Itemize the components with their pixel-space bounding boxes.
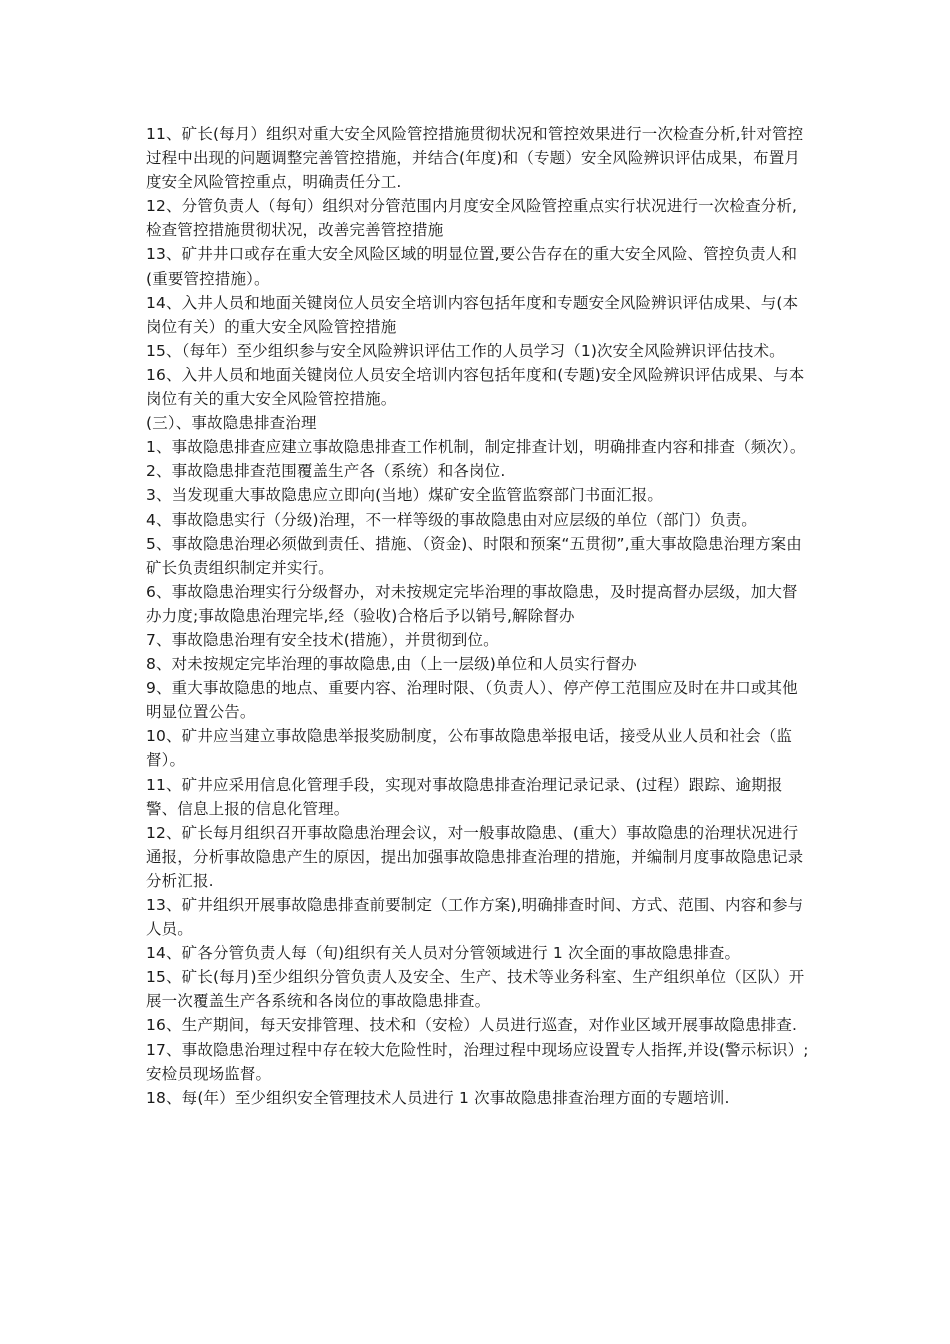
- paragraph-hazard-5: 5、事故隐患治理必须做到责任、措施、（资金)、时限和预案“五贯彻”,重大事故隐患治理方案由矿长负责组织制定并实行。: [146, 534, 802, 577]
- paragraph-hazard-13: 13、矿井组织开展事故隐患排查前要制定（工作方案),明确排查时间、方式、范围、内容和参与人员。: [146, 896, 804, 939]
- paragraph-hazard-1: 1、事故隐患排查应建立事故隐患排查工作机制，制定排查计划，明确排查内容和排查（频次）。: [146, 438, 806, 457]
- paragraph-risk-12: 12、分管负责人（每旬）组织对分管范围内月度安全风险管控重点实行状况进行一次检查分析,检查管控措施贯彻状况，改善完善管控措施: [146, 197, 798, 240]
- paragraph-hazard-17: 17、事故隐患治理过程中存在较大危险性时，治理过程中现场应设置专人指挥,并设(警示标识）;安检员现场监督。: [146, 1040, 809, 1083]
- paragraph-hazard-7: 7、事故隐患治理有安全技术(措施），并贯彻到位。: [146, 630, 499, 649]
- paragraph-hazard-3: 3、当发现重大事故隐患应立即向(当地）煤矿安全监管监察部门书面汇报。: [146, 486, 664, 505]
- document-body: [146, 122, 810, 1110]
- paragraph-hazard-15: 15、矿长(每月)至少组织分管负责人及安全、生产、技术等业务科室、生产组织单位（区队）开展一次覆盖生产各系统和各岗位的事故隐患排查。: [146, 968, 805, 1011]
- paragraph-hazard-18: 18、每(年）至少组织安全管理技术人员进行 1 次事故隐患排查治理方面的专题培训.: [146, 1088, 730, 1107]
- paragraph-risk-14: 14、入井人员和地面关键岗位人员安全培训内容包括年度和专题安全风险辨识评估成果、与(本岗位有关）的重大安全风险管控措施: [146, 293, 799, 336]
- paragraph-risk-15: 15、（每年）至少组织参与安全风险辨识评估工作的人员学习（1)次安全风险辨识评估技术。: [146, 341, 785, 360]
- paragraph-hazard-2: 2、事故隐患排查范围覆盖生产各（系统）和各岗位.: [146, 462, 506, 481]
- paragraph-hazard-14: 14、矿各分管负责人每（旬)组织有关人员对分管领域进行 1 次全面的事故隐患排查。: [146, 944, 741, 963]
- paragraph-risk-11: 11、矿长(每月）组织对重大安全风险管控措施贯彻状况和管控效果进行一次检查分析,针对管控过程中出现的问题调整完善管控措施，并结合(年度)和（专题）安全风险辨识评估成果，布置月度安全风险管控重点，明确责任分工.: [146, 125, 804, 192]
- section-heading-hazard-investigation: (三）、事故隐患排查治理: [146, 414, 317, 433]
- paragraph-hazard-11: 11、矿井应采用信息化管理手段，实现对事故隐患排查治理记录记录、(过程）跟踪、逾期报警、信息上报的信息化管理。: [146, 775, 783, 818]
- paragraph-hazard-12: 12、矿长每月组织召开事故隐患治理会议，对一般事故隐患、(重大）事故隐患的治理状况进行通报，分析事故隐患产生的原因，提出加强事故隐患排查治理的措施，并编制月度事故隐患记录分析汇报.: [146, 823, 804, 890]
- paragraph-hazard-16: 16、生产期间，每天安排管理、技术和（安检）人员进行巡查，对作业区域开展事故隐患排查.: [146, 1016, 798, 1035]
- paragraph-hazard-4: 4、事故隐患实行（分级)治理，不一样等级的事故隐患由对应层级的单位（部门）负责。: [146, 510, 757, 529]
- paragraph-risk-13: 13、矿井井口或存在重大安全风险区域的明显位置,要公告存在的重大安全风险、管控负责人和(重要管控措施）。: [146, 245, 798, 288]
- paragraph-hazard-10: 10、矿井应当建立事故隐患举报奖励制度，公布事故隐患举报电话，接受从业人员和社会（监督）。: [146, 727, 793, 770]
- paragraph-risk-16: 16、入井人员和地面关键岗位人员安全培训内容包括年度和(专题)安全风险辨识评估成果、与本岗位有关的重大安全风险管控措施。: [146, 365, 805, 409]
- paragraph-hazard-8: 8、对未按规定完毕治理的事故隐患,由（上一层级)单位和人员实行督办: [146, 655, 637, 674]
- paragraph-hazard-9: 9、重大事故隐患的地点、重要内容、治理时限、（负责人）、停产停工范围应及时在井口或其他明显位置公告。: [146, 679, 798, 722]
- paragraph-hazard-6: 6、事故隐患治理实行分级督办，对未按规定完毕治理的事故隐患，及时提高督办层级，加大督办力度;事故隐患治理完毕,经（验收)合格后予以销号,解除督办: [146, 582, 798, 625]
